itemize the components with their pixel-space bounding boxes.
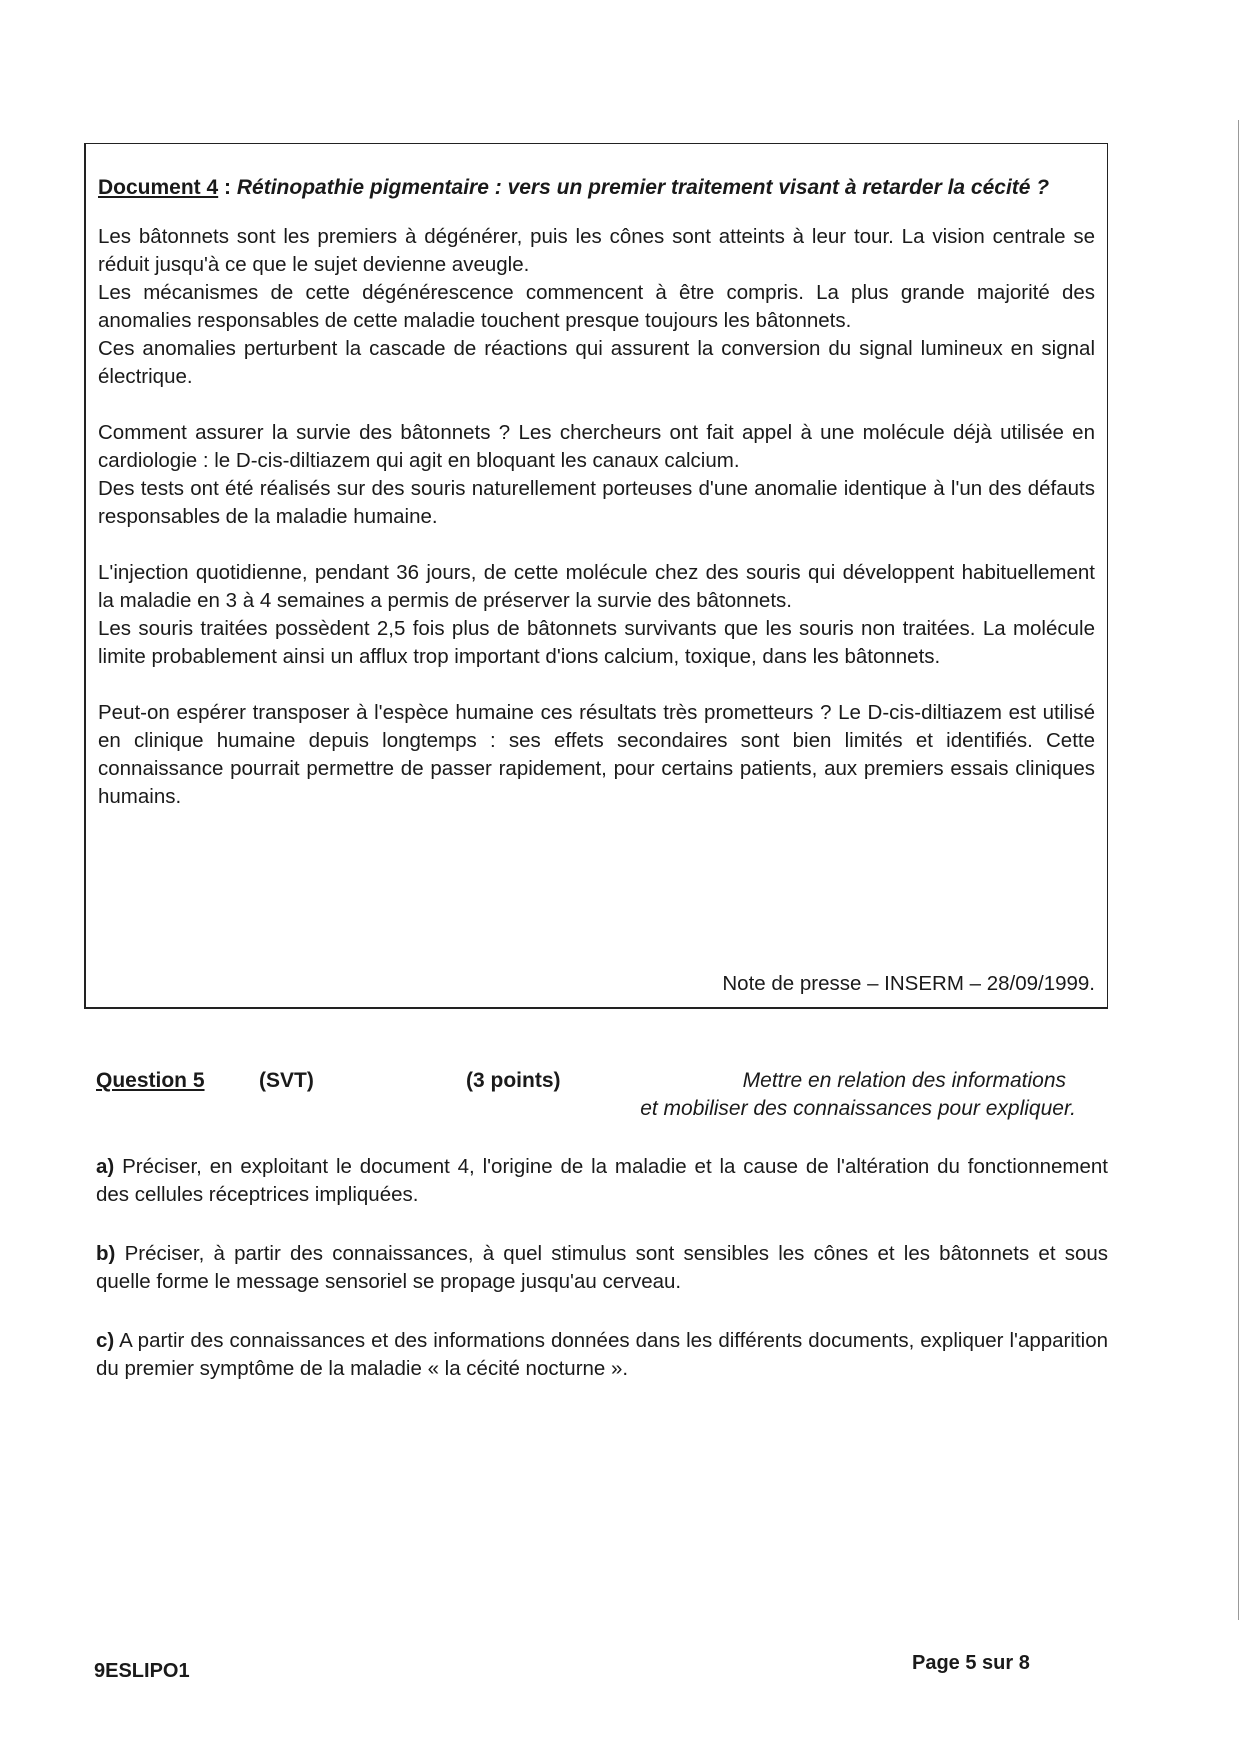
- question-item-a: [96, 1153, 1108, 1209]
- question-item-text: A partir des connaissances et des informations données dans les différents documents, expliquer l'apparition du premier symptôme de la maladie « la cécité nocturne ».: [96, 1329, 1108, 1380]
- document-label: Document 4: [98, 176, 219, 199]
- paragraph-line: Ces anomalies perturbent la cascade de réactions qui assurent la conversion du signal lumineux en signal électrique.: [98, 337, 1095, 388]
- question-header: [96, 1067, 1076, 1127]
- question-skill: [546, 1067, 1076, 1123]
- paragraph-line: Les bâtonnets sont les premiers à dégénérer, puis les cônes sont atteints à leur tour. La vision centrale se réduit jusqu'à ce que le sujet devienne aveugle.: [98, 225, 1095, 276]
- question-item-letter: a): [96, 1155, 115, 1178]
- question-item-letter: b): [96, 1242, 116, 1265]
- paragraph-line: Comment assurer la survie des bâtonnets ? Les chercheurs ont fait appel à une molécule déjà utilisée en cardiologie : le D-cis-diltiazem qui agit en bloquant les canaux calcium.: [98, 421, 1095, 472]
- question-points: (3 points): [466, 1069, 561, 1092]
- page-number: Page 5 sur 8: [912, 1652, 1030, 1674]
- document-paragraph-3: [98, 559, 1095, 671]
- paragraph-line: L'injection quotidienne, pendant 36 jours, de cette molécule chez des souris qui développent habituellement la maladie en 3 à 4 semaines a permis de préserver la survie des bâtonnets.: [98, 561, 1095, 612]
- paragraph-line: Des tests ont été réalisés sur des souris naturellement porteuses d'une anomalie identique à l'un des défauts responsables de la maladie humaine.: [98, 477, 1095, 528]
- question-item-letter: c): [96, 1329, 115, 1352]
- question-subject: (SVT): [259, 1069, 314, 1092]
- document-paragraph-2: [98, 419, 1095, 531]
- document-subtitle: Rétinopathie pigmentaire : vers un premier traitement visant à retarder la cécité ?: [236, 176, 1050, 199]
- paragraph-line: Peut-on espérer transposer à l'espèce humaine ces résultats très prometteurs ? Le D-cis-diltiazem est utilisé en clinique humaine depuis longtemps : ses effets secondaires sont bien limités et identifiés. Cette connaissance pourrait permettre de passer rapidement, pour certains patients, aux premiers essais cliniques humains.: [98, 701, 1095, 808]
- scan-edge-mark: [1238, 120, 1239, 1620]
- document-label-separator: :: [224, 176, 232, 199]
- document-paragraph-4: [98, 699, 1095, 811]
- question-item-c: [96, 1327, 1108, 1383]
- document-paragraph-1: [98, 223, 1095, 391]
- question-label: Question 5: [96, 1069, 205, 1092]
- question-item-text: Préciser, en exploitant le document 4, l'origine de la maladie et la cause de l'altération du fonctionnement des cellules réceptrices impliquées.: [96, 1155, 1108, 1206]
- document-4-box: [84, 143, 1108, 1009]
- question-item-text: Préciser, à partir des connaissances, à quel stimulus sont sensibles les cônes et les bâtonnets et sous quelle forme le message sensoriel se propage jusqu'au cerveau.: [96, 1242, 1108, 1293]
- document-title: [98, 174, 1095, 201]
- paragraph-line: Les souris traitées possèdent 2,5 fois plus de bâtonnets survivants que les souris non traitées. La molécule limite probablement ainsi un afflux trop important d'ions calcium, toxique, dans les bâtonnets.: [98, 617, 1095, 668]
- question-item-b: [96, 1240, 1108, 1296]
- document-source: Note de presse – INSERM – 28/09/1999.: [722, 972, 1095, 995]
- question-skill-line-1: Mettre en relation des informations: [742, 1069, 1066, 1092]
- exam-code: 9ESLIPO1: [94, 1660, 190, 1682]
- paragraph-line: Les mécanismes de cette dégénérescence commencent à être compris. La plus grande majorité des anomalies responsables de cette maladie touchent presque toujours les bâtonnets.: [98, 281, 1095, 332]
- question-skill-line-2: et mobiliser des connaissances pour expliquer.: [640, 1097, 1076, 1120]
